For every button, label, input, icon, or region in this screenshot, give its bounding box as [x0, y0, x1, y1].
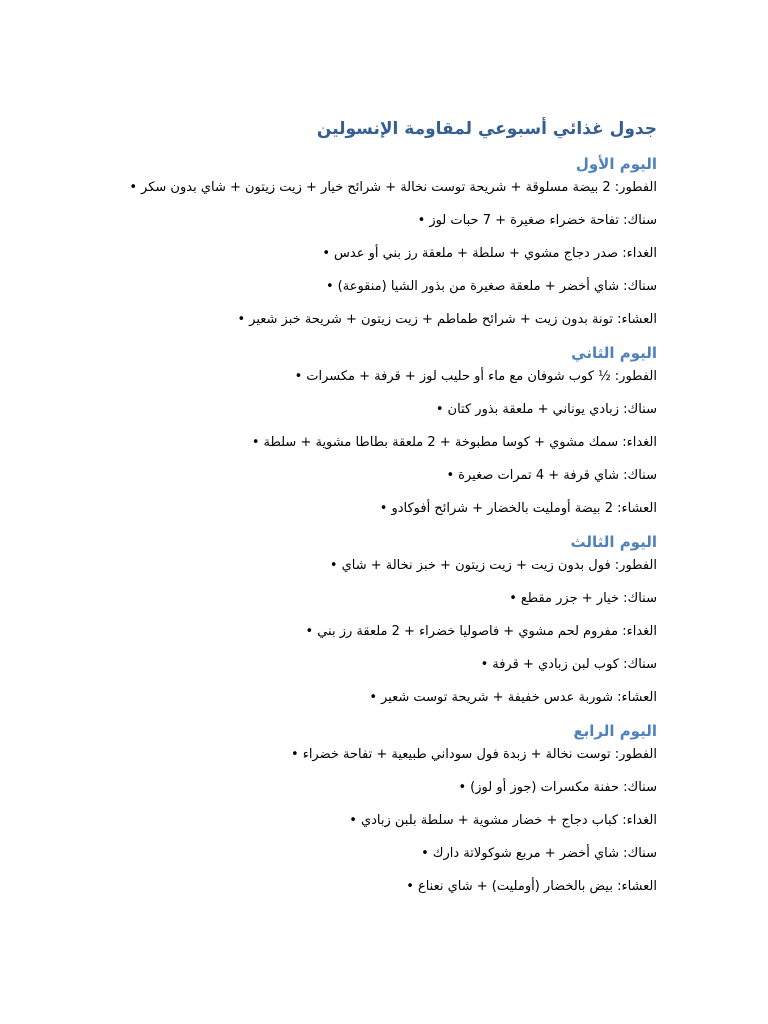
- meal-item: [112, 745, 657, 764]
- meal-text: سناك: زبادي يوناني + ملعقة بذور كتان: [447, 401, 657, 417]
- meal-text: الغداء: صدر دجاج مشوي + سلطة + ملعقة رز بني أو عدس: [334, 245, 657, 261]
- meal-text: العشاء: 2 بيضة أومليت بالخضار + شرائح أفوكادو: [391, 500, 657, 516]
- meal-item: [112, 844, 657, 863]
- day-heading: اليوم الأول: [575, 154, 657, 173]
- meal-item: [112, 622, 657, 641]
- meal-text: سناك: شاي أخضر + مربع شوكولاتة دارك: [432, 845, 657, 861]
- meal-text: الغداء: كباب دجاج + خضار مشوية + سلطة بلبن زبادي: [360, 812, 657, 828]
- meal-item: [112, 811, 657, 830]
- meal-item: [112, 367, 657, 386]
- bullet-icon: •: [421, 845, 429, 861]
- bullet-icon: •: [291, 746, 299, 762]
- bullet-icon: •: [480, 656, 489, 672]
- meal-item: [112, 778, 657, 797]
- bullet-icon: •: [305, 623, 314, 639]
- day-section: [112, 343, 657, 518]
- day-section: [112, 154, 657, 329]
- meal-text: الفطور: ½ كوب شوفان مع ماء أو حليب لوز + قرفة + مكسرات: [306, 368, 657, 384]
- meal-item: [112, 211, 657, 230]
- meal-item: [112, 556, 657, 575]
- day-heading: اليوم الثاني: [571, 343, 657, 362]
- days-container: [112, 154, 657, 896]
- meal-item: [112, 499, 657, 518]
- meal-item: [112, 655, 657, 674]
- bullet-icon: •: [435, 401, 444, 417]
- meal-text: سناك: شاي أخضر + ملعقة صغيرة من بذور الشيا (منقوعة): [337, 278, 657, 294]
- meal-item: [112, 244, 657, 263]
- bullet-icon: •: [329, 557, 338, 573]
- meal-item: [112, 589, 657, 608]
- meal-item: [112, 178, 657, 197]
- bullet-icon: •: [417, 212, 426, 228]
- meal-item: [112, 277, 657, 296]
- meal-text: الفطور: 2 بيضة مسلوقة + شريحة توست نخالة + شرائح خيار + زيت زيتون + شاي بدون سكر: [141, 179, 657, 195]
- bullet-icon: •: [237, 311, 246, 327]
- meal-item: [112, 400, 657, 419]
- document-title: جدول غذائي أسبوعي لمقاومة الإنسولين: [316, 119, 657, 139]
- meal-item: [112, 877, 657, 896]
- bullet-icon: •: [322, 245, 331, 261]
- meal-text: العشاء: بيض بالخضار (أومليت) + شاي نعناع: [417, 878, 657, 894]
- bullet-icon: •: [406, 878, 414, 894]
- meal-item: [112, 688, 657, 707]
- document-page: [112, 118, 657, 910]
- bullet-icon: •: [509, 590, 517, 606]
- bullet-icon: •: [446, 467, 455, 483]
- meal-text: الفطور: توست نخالة + زبدة فول سوداني طبيعية + تفاحة خضراء: [302, 746, 657, 762]
- bullet-icon: •: [379, 500, 388, 516]
- meal-text: العشاء: تونة بدون زيت + شرائح طماطم + زيت زيتون + شريحة خبز شعير: [249, 311, 657, 327]
- bullet-icon: •: [458, 779, 467, 795]
- meal-text: سناك: تفاحة خضراء صغيرة + 7 حبات لوز: [429, 212, 657, 228]
- meal-text: الغداء: مفروم لحم مشوي + فاصوليا خضراء + 2 ملعقة رز بني: [317, 623, 657, 639]
- meal-text: سناك: كوب لبن زبادي + قرفة: [492, 656, 657, 672]
- bullet-icon: •: [349, 812, 357, 828]
- bullet-icon: •: [251, 434, 260, 450]
- bullet-icon: •: [369, 689, 377, 705]
- bullet-icon: •: [129, 179, 138, 195]
- bullet-icon: •: [294, 368, 303, 384]
- meal-text: العشاء: شوربة عدس خفيفة + شريحة توست شعير: [380, 689, 657, 705]
- meal-text: سناك: شاي قرفة + 4 تمرات صغيرة: [458, 467, 657, 483]
- day-heading: اليوم الرابع: [573, 721, 657, 740]
- meal-text: سناك: حفنة مكسرات (جوز أو لوز): [470, 779, 657, 795]
- bullet-icon: •: [325, 278, 334, 294]
- day-section: [112, 532, 657, 707]
- meal-item: [112, 466, 657, 485]
- meal-text: الغداء: سمك مشوي + كوسا مطبوخة + 2 ملعقة بطاطا مشوية + سلطة: [263, 434, 657, 450]
- day-heading: اليوم الثالث: [570, 532, 657, 551]
- day-section: [112, 721, 657, 896]
- meal-item: [112, 310, 657, 329]
- meal-text: الفطور: فول بدون زيت + زيت زيتون + خبز نخالة + شاي: [341, 557, 657, 573]
- meal-item: [112, 433, 657, 452]
- meal-text: سناك: خيار + جزر مقطع: [520, 590, 657, 606]
